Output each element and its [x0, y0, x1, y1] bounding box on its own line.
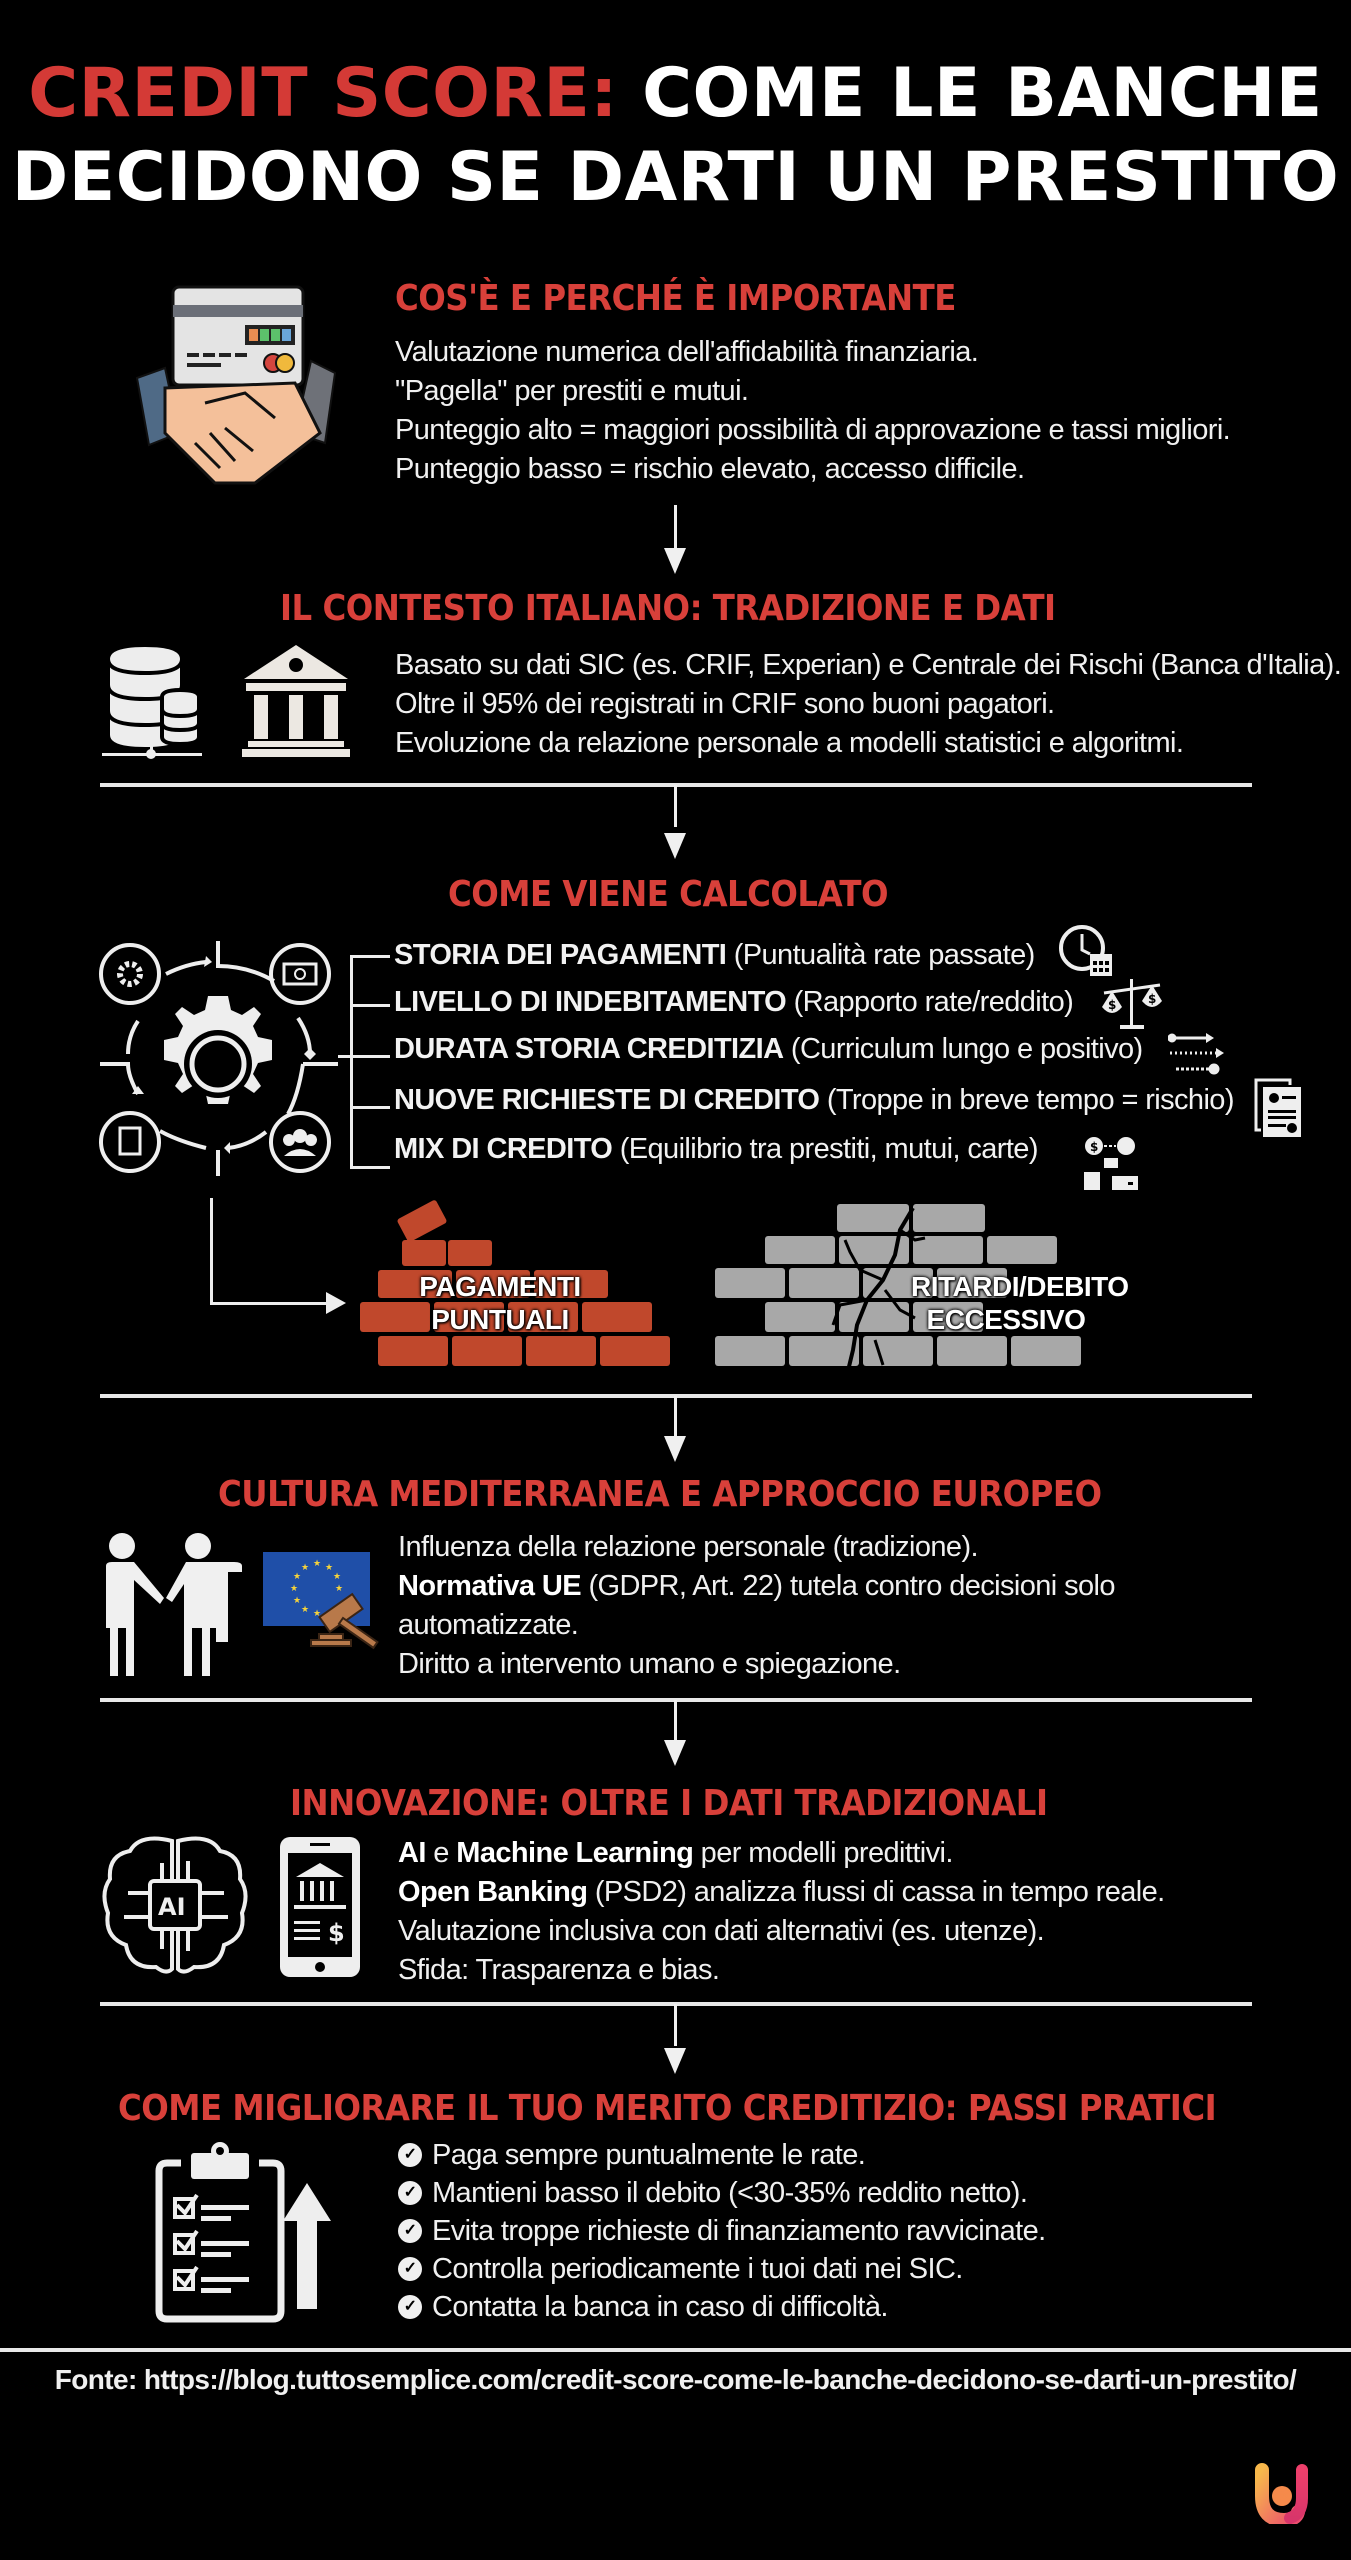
section-heading-innovation: INNOVAZIONE: OLTRE I DATI TRADIZIONALI [290, 1783, 1048, 1824]
bracket-tick [350, 1166, 390, 1169]
step-item: ✓ Evita troppe richieste di finanziamento ravvicinate. [398, 2212, 1046, 2250]
text-line: AI e Machine Learning per modelli predittivi. [398, 1837, 953, 1869]
section-heading-what: COS'È E PERCHÉ È IMPORTANTE [395, 278, 956, 319]
database-icon [100, 645, 205, 760]
connector-line [674, 785, 677, 827]
clipboard-checklist-up-icon [155, 2141, 335, 2326]
svg-text:★: ★ [301, 1563, 310, 1573]
connector-line [674, 1700, 677, 1742]
connector-line [674, 2004, 677, 2046]
eu-gavel-icon [263, 1550, 388, 1655]
documents-icon [1254, 1078, 1306, 1140]
svg-text:★: ★ [335, 1584, 344, 1594]
connector-line [674, 1396, 677, 1438]
text-line: Normativa UE (GDPR, Art. 22) tutela contro decisioni solo [398, 1570, 1115, 1602]
steps-list [398, 2136, 1046, 2326]
text-line: Oltre il 95% dei registrati in CRIF sono buoni pagatori. [395, 688, 1055, 720]
arrow-down-icon [664, 548, 686, 574]
text-line: automatizzate. [398, 1609, 579, 1641]
svg-text:★: ★ [313, 1609, 322, 1619]
title-line2: DECIDONO SE DARTI UN PRESTITO [11, 138, 1340, 217]
arrow-down-icon [664, 2048, 686, 2074]
section-heading-italy: IL CONTESTO ITALIANO: TRADIZIONE E DATI [280, 588, 1056, 629]
text-line: Sfida: Trasparenza e bias. [398, 1954, 720, 1986]
ai-brain-icon [100, 1833, 250, 1978]
svg-text:AI: AI [158, 1893, 186, 1921]
checkmark-icon: ✓ [398, 2295, 422, 2319]
checkmark-icon: ✓ [398, 2219, 422, 2243]
checkmark-icon: ✓ [398, 2143, 422, 2167]
svg-text:★: ★ [333, 1572, 342, 1582]
section-body-italy [395, 646, 1341, 763]
section-heading-improve: COME MIGLIORARE IL TUO MERITO CREDITIZIO: PASSI PRATICI [118, 2088, 1217, 2129]
title-rest: COME LE BANCHE [617, 54, 1323, 133]
tuttosemplice-logo [1252, 2462, 1312, 2524]
arrow-down-icon [664, 1740, 686, 1766]
section-body-innovation [398, 1834, 1165, 1990]
svg-text:$: $ [328, 1919, 345, 1947]
factor-item: LIVELLO DI INDEBITAMENTO (Rapporto rate/reddito) [394, 986, 1074, 1018]
section-heading-calc: COME VIENE CALCOLATO [448, 874, 888, 915]
bank-icon [240, 643, 352, 758]
factor-item: MIX DI CREDITO (Equilibrio tra prestiti, mutui, carte) [394, 1133, 1038, 1165]
text-line: Open Banking (PSD2) analizza flussi di cassa in tempo reale. [398, 1876, 1165, 1908]
title-highlight: CREDIT SCORE: [28, 54, 618, 133]
svg-text:★: ★ [293, 1596, 302, 1606]
arrow-down-icon [664, 1436, 686, 1462]
connector-line [210, 1198, 213, 1304]
factor-item: STORIA DEI PAGAMENTI (Puntualità rate passate) [394, 939, 1035, 971]
svg-text:★: ★ [313, 1559, 322, 1569]
section-body-culture [398, 1528, 1115, 1684]
step-item: ✓ Mantieni basso il debito (<30-35% reddito netto). [398, 2174, 1046, 2212]
scales-icon [1100, 975, 1164, 1031]
text-line: Diritto a intervento umano e spiegazione. [398, 1648, 901, 1680]
clock-calendar-icon [1058, 924, 1114, 978]
connector-line [674, 505, 677, 550]
factor-item: DURATA STORIA CREDITIZIA (Curriculum lungo e positivo) [394, 1033, 1143, 1065]
gear-cycle-icon [98, 936, 338, 1176]
section-heading-culture: CULTURA MEDITERRANEA E APPROCCIO EUROPEO [218, 1474, 1102, 1515]
text-line: Evoluzione da relazione personale a modelli statistici e algoritmi. [395, 727, 1184, 759]
source-link[interactable]: Fonte: https://blog.tuttosemplice.com/credit-score-come-le-banche-decidono-se-darti-un-prestito/ [54, 2364, 1297, 2395]
svg-text:★: ★ [301, 1605, 310, 1615]
svg-text:$: $ [1090, 1140, 1099, 1154]
text-line: Punteggio alto = maggiori possibilità di approvazione e tassi migliori. [395, 414, 1231, 446]
bracket-tick [350, 955, 390, 958]
text-line: Valutazione inclusiva con dati alternativi (es. utenze). [398, 1915, 1045, 1947]
step-item: ✓ Controlla periodicamente i tuoi dati nei SIC. [398, 2250, 1046, 2288]
wall-bad-label: RITARDI/DEBITO ECCESSIVO [911, 1271, 1129, 1335]
footer-divider [0, 2348, 1351, 2352]
factor-bracket [350, 955, 353, 1169]
section-body-what [395, 333, 1230, 489]
bracket-tick [350, 1004, 390, 1007]
connector-line [210, 1302, 330, 1305]
svg-text:$: $ [1108, 998, 1117, 1012]
text-line: Influenza della relazione personale (tradizione). [398, 1531, 978, 1563]
bracket-tick [350, 1106, 390, 1109]
text-line: Valutazione numerica dell'affidabilità finanziaria. [395, 336, 979, 368]
text-line: "Pagella" per prestiti e mutui. [395, 375, 749, 407]
bracket-tick [338, 1055, 390, 1058]
step-item: ✓ Contatta la banca in caso di difficoltà. [398, 2288, 1046, 2326]
text-line: Basato su dati SIC (es. CRIF, Experian) e Centrale dei Rischi (Banca d'Italia). [395, 649, 1342, 681]
svg-text:★: ★ [293, 1572, 302, 1582]
factor-item: NUOVE RICHIESTE DI CREDITO (Troppe in breve tempo = rischio) [394, 1084, 1234, 1116]
arrow-right-icon [326, 1292, 346, 1314]
credit-mix-icon [1082, 1136, 1140, 1192]
timeline-arrows-icon [1168, 1033, 1228, 1075]
credit-card-handshake-icon [135, 283, 340, 488]
wall-good-label: PAGAMENTI PUNTUALI [419, 1271, 581, 1335]
mobile-banking-icon [278, 1835, 363, 1980]
people-handshake-icon [104, 1532, 244, 1677]
text-line: Punteggio basso = rischio elevato, accesso difficile. [395, 453, 1025, 485]
step-item: ✓ Paga sempre puntualmente le rate. [398, 2136, 1046, 2174]
checkmark-icon: ✓ [398, 2257, 422, 2281]
page-title [0, 52, 1351, 220]
svg-text:★: ★ [325, 1563, 334, 1573]
brick-wall-cracked [715, 1200, 1129, 1375]
arrow-down-icon [664, 833, 686, 859]
brick-wall-good [360, 1200, 720, 1375]
svg-text:$: $ [1148, 992, 1157, 1006]
svg-text:★: ★ [290, 1584, 299, 1594]
checkmark-icon: ✓ [398, 2181, 422, 2205]
